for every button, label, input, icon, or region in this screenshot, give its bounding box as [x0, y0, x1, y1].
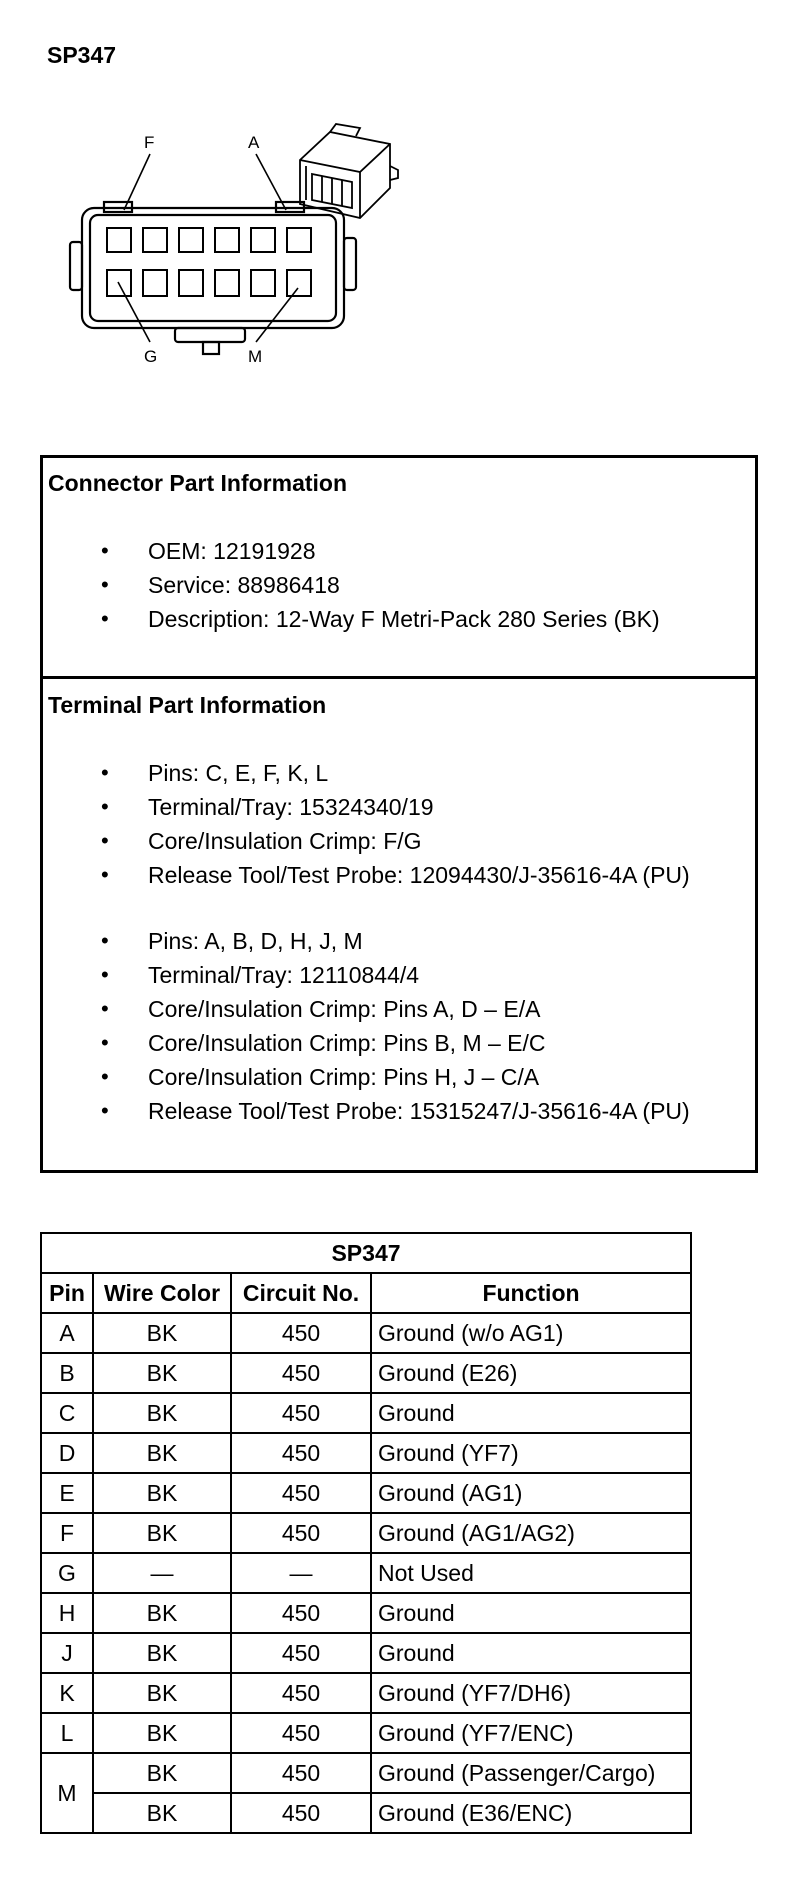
table-row — [41, 1753, 691, 1793]
cell-wire-color: BK — [93, 1513, 231, 1553]
cell-pin: A — [41, 1313, 93, 1353]
cell-circuit: 450 — [231, 1433, 371, 1473]
table-row — [41, 1673, 691, 1713]
cell-function: Ground — [371, 1393, 691, 1433]
cell-function: Ground (YF7/ENC) — [371, 1713, 691, 1753]
label-pin-m: M — [248, 347, 263, 366]
list-item: • Release Tool/Test Probe: 12094430/J-35616-4A (PU) — [48, 858, 690, 892]
list-item: • Pins: C, E, F, K, L — [48, 756, 690, 790]
cell-wire-color: BK — [93, 1393, 231, 1433]
list-item: • Terminal/Tray: 12110844/4 — [48, 958, 690, 992]
label-pin-a: A — [248, 133, 260, 152]
list-item: • Core/Insulation Crimp: F/G — [48, 824, 690, 858]
connector-info-heading: Connector Part Information — [48, 470, 348, 496]
cell-wire-color: BK — [93, 1313, 231, 1353]
cell-function: Ground (YF7/DH6) — [371, 1673, 691, 1713]
page-title: SP347 — [47, 42, 117, 68]
cell-wire-color: BK — [93, 1713, 231, 1753]
cell-function: Ground (E36/ENC) — [371, 1793, 691, 1833]
cell-function: Ground (AG1) — [371, 1473, 691, 1513]
cell-function: Not Used — [371, 1553, 691, 1593]
cell-circuit: 450 — [231, 1473, 371, 1513]
table-row — [41, 1593, 691, 1633]
list-item: • Core/Insulation Crimp: Pins A, D – E/A — [48, 992, 690, 1026]
table-title: SP347 — [41, 1233, 691, 1273]
label-pin-f: F — [144, 133, 155, 152]
connector-info-list — [48, 534, 660, 636]
table-row — [41, 1353, 691, 1393]
cell-circuit: 450 — [231, 1353, 371, 1393]
cell-circuit: 450 — [231, 1633, 371, 1673]
header-circuit: Circuit No. — [231, 1273, 371, 1313]
table-header-row — [41, 1273, 691, 1313]
terminal-info-heading: Terminal Part Information — [48, 692, 327, 718]
cell-wire-color: BK — [93, 1793, 231, 1833]
cell-wire-color: BK — [93, 1353, 231, 1393]
cell-function: Ground (w/o AG1) — [371, 1313, 691, 1353]
table-title-row — [41, 1233, 691, 1273]
table-row — [41, 1313, 691, 1353]
cell-circuit: 450 — [231, 1313, 371, 1353]
list-item: • Release Tool/Test Probe: 15315247/J-35616-4A (PU) — [48, 1094, 690, 1128]
cell-function: Ground (AG1/AG2) — [371, 1513, 691, 1553]
cell-pin: H — [41, 1593, 93, 1633]
cell-pin: F — [41, 1513, 93, 1553]
cell-function: Ground (Passenger/Cargo) — [371, 1753, 691, 1793]
cell-circuit: 450 — [231, 1673, 371, 1713]
cell-wire-color: BK — [93, 1673, 231, 1713]
terminal-info-list-2 — [48, 924, 690, 1128]
cell-circuit: 450 — [231, 1393, 371, 1433]
cell-pin: L — [41, 1713, 93, 1753]
list-item: • Core/Insulation Crimp: Pins H, J – C/A — [48, 1060, 690, 1094]
list-item: • OEM: 12191928 — [48, 534, 660, 568]
cell-pin: D — [41, 1433, 93, 1473]
cell-pin: B — [41, 1353, 93, 1393]
table-row — [41, 1393, 691, 1433]
cell-pin: G — [41, 1553, 93, 1593]
cell-pin: J — [41, 1633, 93, 1673]
cell-pin: M — [41, 1753, 93, 1833]
cell-wire-color: BK — [93, 1633, 231, 1673]
cell-wire-color: BK — [93, 1473, 231, 1513]
table-row — [41, 1473, 691, 1513]
cell-function: Ground — [371, 1633, 691, 1673]
table-row — [41, 1793, 691, 1833]
cell-circuit: 450 — [231, 1593, 371, 1633]
cell-wire-color: BK — [93, 1593, 231, 1633]
table-row — [41, 1553, 691, 1593]
cell-wire-color: BK — [93, 1433, 231, 1473]
cell-function: Ground — [371, 1593, 691, 1633]
cell-pin: C — [41, 1393, 93, 1433]
cell-circuit: 450 — [231, 1793, 371, 1833]
list-item: • Terminal/Tray: 15324340/19 — [48, 790, 690, 824]
cell-pin: E — [41, 1473, 93, 1513]
list-item: • Core/Insulation Crimp: Pins B, M – E/C — [48, 1026, 690, 1060]
table-row — [41, 1633, 691, 1673]
list-item: • Description: 12-Way F Metri-Pack 280 Series (BK) — [48, 602, 660, 636]
cell-circuit: — — [231, 1553, 371, 1593]
cell-function: Ground (YF7) — [371, 1433, 691, 1473]
connector-face-view-icon — [60, 110, 500, 370]
header-wire-color: Wire Color — [93, 1273, 231, 1313]
cell-pin: K — [41, 1673, 93, 1713]
cell-circuit: 450 — [231, 1713, 371, 1753]
cell-function: Ground (E26) — [371, 1353, 691, 1393]
list-item: • Service: 88986418 — [48, 568, 660, 602]
table-row — [41, 1433, 691, 1473]
header-function: Function — [371, 1273, 691, 1313]
cell-wire-color: — — [93, 1553, 231, 1593]
label-pin-g: G — [144, 347, 158, 366]
list-item: • Pins: A, B, D, H, J, M — [48, 924, 690, 958]
terminal-info-list-1 — [48, 756, 690, 892]
cell-circuit: 450 — [231, 1513, 371, 1553]
table-row — [41, 1713, 691, 1753]
divider — [40, 676, 758, 679]
header-pin: Pin — [41, 1273, 93, 1313]
table-row — [41, 1513, 691, 1553]
pin-table — [40, 1232, 692, 1834]
cell-circuit: 450 — [231, 1753, 371, 1793]
cell-wire-color: BK — [93, 1753, 231, 1793]
